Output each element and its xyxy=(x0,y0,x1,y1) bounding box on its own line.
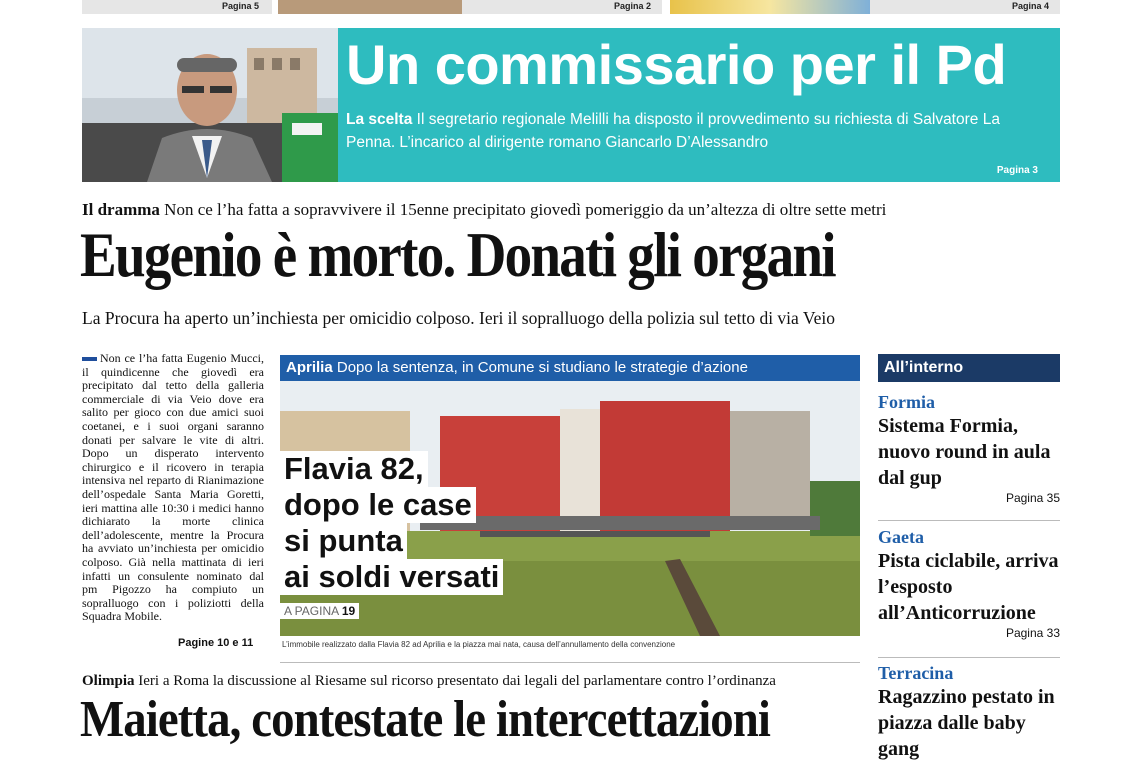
aprilia-kicker: Aprilia xyxy=(286,359,333,376)
aprilia-kicker-text: Dopo la sentenza, in Comune si studiano le strategie d’azione xyxy=(336,359,748,376)
strip-page-1: Pagina 5 xyxy=(222,1,260,11)
brief-gaeta[interactable] xyxy=(878,527,1068,640)
strip-page-2: Pagina 2 xyxy=(614,1,652,11)
olimpia-kicker-text: Ieri a Roma la discussione al Riesame sul ricorso presentato dai legali del parlamentare contro l’ordinanza xyxy=(138,673,776,689)
brief-title: Pista ciclabile, arriva l’esposto all’Anticorruzione xyxy=(878,550,1059,624)
banner-kicker: La scelta xyxy=(346,111,413,128)
aprilia-photo[interactable] xyxy=(280,381,860,636)
aprilia-ref-prefix: A PAGINA xyxy=(284,604,339,618)
aprilia-overlay-1: Flavia 82, xyxy=(280,451,428,487)
aprilia-overlay-3: si punta xyxy=(280,523,407,559)
inside-heading xyxy=(878,354,1060,382)
strip-photo-1 xyxy=(278,0,462,14)
main-summary: La Procura ha aperto un’inchiesta per omicidio colposo. Ieri il sopralluogo della polizia sul tetto di via Veio xyxy=(82,308,835,328)
olimpia-kicker xyxy=(82,673,776,690)
brief-page: Pagina 33 xyxy=(1005,626,1060,640)
main-body-text: Non ce l’ha fatta Eugenio Mucci, il quindicenne che giovedì era precipitato dal tetto della galleria commerciale di via Veio dove era salito per gioco con due amici suoi coetanei, e i suoi organi saranno donati per salvare le vite di altri. Dopo un disperato intervento chirurgico e il ricovero in terapia intensiva nel reparto di Rianimazione dell’ospedale Santa Maria Goretti, ieri mattina alle 10:30 i medici hanno dichiarato la morte clinica dell’adolescente, mentre la Procura ha avviato un’inchiesta per omicidio colposo. Già nella mattinata di ieri infatti un consulente nominato dal pm Pigozzo ha compiuto un sopralluogo con i poliziotti della Squadra Mobile. xyxy=(82,351,264,624)
brief-page: Pagina 35 xyxy=(1005,491,1060,505)
banner-page: Pagina 3 xyxy=(996,165,1038,176)
brief-formia[interactable] xyxy=(878,392,1068,505)
aprilia-caption: L’immobile realizzato dalla Flavia 82 ad Aprilia e la piazza mai nata, causa dell’annullamento della convenzione xyxy=(282,640,676,649)
banner-photo xyxy=(82,28,338,182)
olimpia-divider xyxy=(280,662,860,663)
top-strip xyxy=(82,0,1060,14)
main-body xyxy=(82,352,264,624)
aprilia-ref-page: 19 xyxy=(341,604,356,618)
brief-title: Ragazzino pestato in piazza dalle baby gang xyxy=(878,686,1055,760)
banner-text xyxy=(346,108,1046,154)
brief-title: Sistema Formia, nuovo round in aula dal gup xyxy=(878,415,1051,489)
inside-heading-label: All’interno xyxy=(884,359,964,376)
brief-terracina[interactable] xyxy=(878,663,1068,762)
brief-category: Gaeta xyxy=(878,527,924,547)
aprilia-overlay-2: dopo le case xyxy=(280,487,476,523)
strip-photo-2 xyxy=(670,0,870,14)
bullet-mark xyxy=(82,357,97,361)
brief-divider xyxy=(878,657,1060,658)
brief-divider xyxy=(878,520,1060,521)
commissario-banner[interactable] xyxy=(338,28,1060,182)
main-kicker xyxy=(82,200,886,220)
main-headline[interactable]: Eugenio è morto. Donati gli organi xyxy=(80,219,835,290)
olimpia-kicker-label: Olimpia xyxy=(82,673,135,689)
brief-category: Terracina xyxy=(878,663,954,683)
banner-title: Un commissario per il Pd xyxy=(346,33,1007,96)
main-kicker-label: Il dramma xyxy=(82,200,160,219)
strip-page-3: Pagina 4 xyxy=(1012,1,1050,11)
main-kicker-text: Non ce l’ha fatta a sopravvivere il 15enne precipitato giovedì pomeriggio da un’altezza di oltre sette metri xyxy=(164,200,887,219)
aprilia-overlay-4: ai soldi versati xyxy=(280,559,503,595)
aprilia-page-ref xyxy=(280,603,359,619)
aprilia-kicker-bar xyxy=(280,355,860,381)
main-pages: Pagine 10 e 11 xyxy=(178,637,254,649)
olimpia-headline[interactable]: Maietta, contestate le intercettazioni xyxy=(80,691,771,748)
brief-category: Formia xyxy=(878,392,935,412)
banner-body: Il segretario regionale Melilli ha disposto il provvedimento su richiesta di Salvatore La Penna. L’incarico al dirigente romano Giancarlo D’Alessandro xyxy=(346,111,1000,151)
